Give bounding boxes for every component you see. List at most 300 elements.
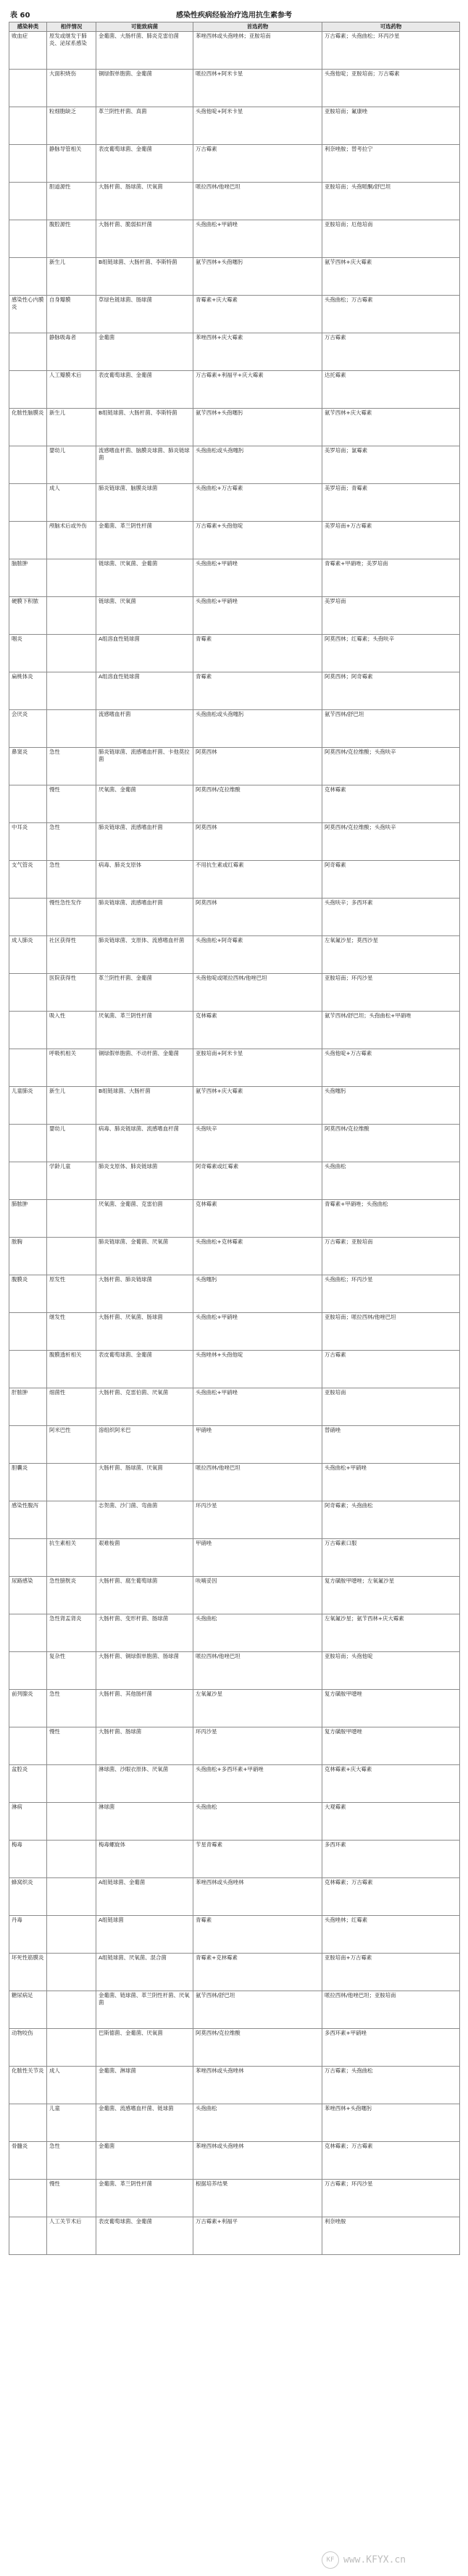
pathogen-cell: 巴斯德菌、金葡菌、厌氧菌 [96, 2028, 193, 2066]
infection-cell: 肺脓肿 [9, 1199, 47, 1237]
table-row [9, 295, 460, 333]
condition-cell: 吸入性 [47, 1011, 96, 1049]
pathogen-cell: 革兰阴性杆菌、真菌 [96, 107, 193, 144]
pathogen-cell: 表皮葡萄球菌、金葡菌 [96, 2217, 193, 2254]
first-choice-cell: 头孢曲松+甲硝唑 [193, 559, 322, 596]
alternative-cell: 克林霉素+庆大霉素 [322, 1764, 460, 1802]
alternative-cell: 万古霉素；环丙沙星 [322, 2179, 460, 2217]
alternative-cell: 万古霉素口服 [322, 1538, 460, 1576]
table-row [9, 2141, 460, 2179]
table-row [9, 1877, 460, 1915]
alternative-cell: 万古霉素 [322, 333, 460, 370]
pathogen-cell: 肺炎支原体、肺炎链球菌 [96, 1162, 193, 1199]
antibiotic-table [9, 22, 460, 2255]
alternative-cell: 头孢曲松 [322, 1162, 460, 1199]
pathogen-cell: 金葡菌、淋球菌 [96, 2066, 193, 2104]
site-url: www.KFYX.cn [343, 2554, 406, 2566]
first-choice-cell: 万古霉素+头孢他啶 [193, 521, 322, 559]
table-row [9, 1237, 460, 1275]
pathogen-cell: A组溶血性链球菌 [96, 634, 193, 672]
infection-cell [9, 1538, 47, 1576]
table-row [9, 1086, 460, 1124]
infection-cell: 支气管炎 [9, 860, 47, 898]
condition-cell [47, 2028, 96, 2066]
table-row [9, 2028, 460, 2066]
infection-cell: 鼻窦炎 [9, 747, 47, 785]
infection-cell [9, 1651, 47, 1689]
pathogen-cell: 艰难梭菌 [96, 1538, 193, 1576]
infection-cell: 蜂窝织炎 [9, 1877, 47, 1915]
table-header-row [9, 22, 460, 32]
pathogen-cell: 大肠杆菌、其他肠杆菌 [96, 1689, 193, 1727]
first-choice-cell: 青霉素 [193, 1915, 322, 1953]
pathogen-cell: 大肠杆菌、铜绿假单胞菌、肠球菌 [96, 1651, 193, 1689]
table-row [9, 1388, 460, 1425]
alternative-cell: 氨苄西林+庆大霉素 [322, 257, 460, 295]
pathogen-cell: 肺炎链球菌、支原体、流感嗜血杆菌 [96, 935, 193, 973]
pathogen-cell: A组链球菌 [96, 1915, 193, 1953]
table-row [9, 257, 460, 295]
first-choice-cell: 克林霉素 [193, 1199, 322, 1237]
alternative-cell: 阿莫西林/克拉维酸 [322, 1124, 460, 1162]
condition-cell: 自身瓣膜 [47, 295, 96, 333]
infection-cell [9, 973, 47, 1011]
first-choice-cell: 青霉素 [193, 634, 322, 672]
table-body [9, 31, 460, 2254]
alternative-cell: 万古霉素 [322, 1350, 460, 1388]
first-choice-cell: 甲硝唑 [193, 1425, 322, 1463]
pathogen-cell: 大肠杆菌、肠球菌、厌氧菌 [96, 1463, 193, 1501]
first-choice-cell: 甲硝唑 [193, 1538, 322, 1576]
alternative-cell: 万古霉素；头孢曲松 [322, 2066, 460, 2104]
table-row [9, 1199, 460, 1237]
first-choice-cell: 苄星青霉素 [193, 1840, 322, 1877]
pathogen-cell: A组溶血性链球菌 [96, 672, 193, 709]
first-choice-cell: 不用抗生素或红霉素 [193, 860, 322, 898]
infection-cell: 扁桃体炎 [9, 672, 47, 709]
infection-cell: 尿路感染 [9, 1576, 47, 1614]
pathogen-cell: 金葡菌、革兰阴性杆菌 [96, 2179, 193, 2217]
condition-cell: 急性 [47, 1689, 96, 1727]
infection-cell [9, 1727, 47, 1764]
table-row [9, 69, 460, 107]
table-row [9, 446, 460, 483]
table-row [9, 182, 460, 220]
table-heading [9, 6, 459, 22]
pathogen-cell: 病毒、肺炎链球菌、流感嗜血杆菌 [96, 1124, 193, 1162]
table-row [9, 2104, 460, 2141]
pathogen-cell: 金葡菌、大肠杆菌、肺炎克雷伯菌 [96, 31, 193, 69]
alternative-cell: 亚胺培南；头孢他啶 [322, 1651, 460, 1689]
alternative-cell: 复方磺胺甲噁唑 [322, 1689, 460, 1727]
infection-cell: 肝脓肿 [9, 1388, 47, 1425]
column-header: 可能致病菌 [96, 22, 193, 32]
first-choice-cell: 头孢曲松+甲硝唑 [193, 596, 322, 634]
first-choice-cell: 头孢曲松+万古霉素 [193, 483, 322, 521]
condition-cell: 原发性 [47, 1275, 96, 1312]
condition-cell: 新生儿 [47, 408, 96, 446]
table-row [9, 1011, 460, 1049]
table-row [9, 973, 460, 1011]
condition-cell [47, 1877, 96, 1915]
first-choice-cell: 青霉素+庆大霉素 [193, 295, 322, 333]
infection-cell: 丹毒 [9, 1915, 47, 1953]
condition-cell [47, 1501, 96, 1538]
table-row [9, 1840, 460, 1877]
table-row [9, 672, 460, 709]
alternative-cell: 亚胺培南；哌拉西林/他唑巴坦 [322, 1312, 460, 1350]
alternative-cell: 头孢曲松；环丙沙星 [322, 1275, 460, 1312]
infection-cell: 动物咬伤 [9, 2028, 47, 2066]
condition-cell: 成人 [47, 2066, 96, 2104]
alternative-cell: 克林霉素；万古霉素 [322, 1877, 460, 1915]
pathogen-cell: 金葡菌、革兰阴性杆菌 [96, 521, 193, 559]
table-row [9, 483, 460, 521]
pathogen-cell: 肺炎链球菌、流感嗜血杆菌、卡他莫拉菌 [96, 747, 193, 785]
table-row [9, 1463, 460, 1501]
first-choice-cell: 亚胺培南+阿米卡星 [193, 1049, 322, 1086]
infection-cell: 坏死性筋膜炎 [9, 1953, 47, 1991]
pathogen-cell: 大肠杆菌、厌氧菌、肠球菌 [96, 1312, 193, 1350]
alternative-cell: 多西环素+甲硝唑 [322, 2028, 460, 2066]
alternative-cell: 多西环素 [322, 1840, 460, 1877]
pathogen-cell: 链球菌、厌氧菌、金葡菌 [96, 559, 193, 596]
table-row [9, 1727, 460, 1764]
condition-cell: 呼吸机相关 [47, 1049, 96, 1086]
alternative-cell: 克林霉素 [322, 785, 460, 822]
table-row [9, 220, 460, 257]
condition-cell: 颅脑术后或外伤 [47, 521, 96, 559]
infection-cell: 糖尿病足 [9, 1991, 47, 2028]
alternative-cell: 亚胺培南；厄他培南 [322, 220, 460, 257]
infection-cell [9, 1350, 47, 1388]
pathogen-cell: 金葡菌、流感嗜血杆菌、链球菌 [96, 2104, 193, 2141]
condition-cell [47, 709, 96, 747]
condition-cell [47, 1840, 96, 1877]
first-choice-cell: 头孢他啶或哌拉西林/他唑巴坦 [193, 973, 322, 1011]
pathogen-cell: 溶组织阿米巴 [96, 1425, 193, 1463]
table-row [9, 709, 460, 747]
condition-cell: 粒细胞缺乏 [47, 107, 96, 144]
condition-cell: 急性肾盂肾炎 [47, 1614, 96, 1651]
alternative-cell: 左氧氟沙星；氨苄西林+庆大霉素 [322, 1614, 460, 1651]
infection-cell: 胆囊炎 [9, 1463, 47, 1501]
column-header: 感染种类 [9, 22, 47, 32]
infection-cell: 腹膜炎 [9, 1275, 47, 1312]
first-choice-cell: 氨苄西林+庆大霉素 [193, 1086, 322, 1124]
infection-cell: 儿童肺炎 [9, 1086, 47, 1124]
infection-cell: 化脓性关节炎 [9, 2066, 47, 2104]
first-choice-cell: 阿莫西林/克拉维酸 [193, 785, 322, 822]
first-choice-cell: 左氧氟沙星 [193, 1689, 322, 1727]
site-watermark [322, 2551, 459, 2569]
pathogen-cell: A组链球菌、金葡菌 [96, 1877, 193, 1915]
condition-cell: 阿米巴性 [47, 1425, 96, 1463]
alternative-cell: 美罗培南；氯霉素 [322, 446, 460, 483]
first-choice-cell: 阿莫西林 [193, 822, 322, 860]
pathogen-cell: 厌氧菌、金葡菌、克雷伯菌 [96, 1199, 193, 1237]
alternative-cell: 美罗培南+万古霉素 [322, 521, 460, 559]
first-choice-cell: 头孢曲松或头孢噻肟 [193, 709, 322, 747]
first-choice-cell: 阿莫西林/克拉维酸 [193, 2028, 322, 2066]
condition-cell [47, 1463, 96, 1501]
table-row [9, 1651, 460, 1689]
column-header: 可选药物 [322, 22, 460, 32]
condition-cell: 细菌性 [47, 1388, 96, 1425]
first-choice-cell: 苯唑西林或头孢唑林 [193, 2066, 322, 2104]
alternative-cell: 氨苄西林/舒巴坦 [322, 709, 460, 747]
condition-cell: 慢性 [47, 2179, 96, 2217]
table-number: 表 60 [10, 12, 30, 20]
alternative-cell: 达托霉素 [322, 370, 460, 408]
condition-cell: 成人 [47, 483, 96, 521]
condition-cell: 社区获得性 [47, 935, 96, 973]
condition-cell: 急性膀胱炎 [47, 1576, 96, 1614]
infection-cell [9, 785, 47, 822]
table-title: 感染性疾病经验治疗选用抗生素参考 [176, 12, 292, 20]
pathogen-cell: 大肠杆菌、肺炎链球菌 [96, 1275, 193, 1312]
pathogen-cell: 铜绿假单胞菌、不动杆菌、金葡菌 [96, 1049, 193, 1086]
first-choice-cell: 阿莫西林 [193, 747, 322, 785]
infection-cell: 脓胸 [9, 1237, 47, 1275]
pathogen-cell: 病毒、肺炎支原体 [96, 860, 193, 898]
table-row [9, 1991, 460, 2028]
table-row [9, 107, 460, 144]
first-choice-cell: 哌拉西林/他唑巴坦 [193, 182, 322, 220]
pathogen-cell: 金葡菌 [96, 2141, 193, 2179]
infection-cell [9, 1425, 47, 1463]
alternative-cell: 青霉素+甲硝唑；头孢曲松 [322, 1199, 460, 1237]
alternative-cell: 阿奇霉素；头孢曲松 [322, 1501, 460, 1538]
pathogen-cell: 大肠杆菌、克雷伯菌、厌氧菌 [96, 1388, 193, 1425]
pathogen-cell: 大肠杆菌、变形杆菌、肠球菌 [96, 1614, 193, 1651]
first-choice-cell: 头孢呋辛 [193, 1124, 322, 1162]
pathogen-cell: 大肠杆菌、腐生葡萄球菌 [96, 1576, 193, 1614]
infection-cell [9, 483, 47, 521]
infection-cell: 脑脓肿 [9, 559, 47, 596]
infection-cell [9, 257, 47, 295]
first-choice-cell: 阿奇霉素或红霉素 [193, 1162, 322, 1199]
pathogen-cell: 表皮葡萄球菌、金葡菌 [96, 144, 193, 182]
pathogen-cell: 肺炎链球菌、金葡菌、厌氧菌 [96, 1237, 193, 1275]
condition-cell: 婴幼儿 [47, 446, 96, 483]
first-choice-cell: 苯唑西林或头孢唑林 [193, 1877, 322, 1915]
pathogen-cell: 链球菌、厌氧菌 [96, 596, 193, 634]
first-choice-cell: 哌拉西林/他唑巴坦 [193, 1463, 322, 1501]
condition-cell [47, 1953, 96, 1991]
pathogen-cell: B组链球菌、大肠杆菌、李斯特菌 [96, 257, 193, 295]
infection-cell: 中耳炎 [9, 822, 47, 860]
first-choice-cell: 氨苄西林+头孢噻肟 [193, 257, 322, 295]
table-row [9, 2179, 460, 2217]
infection-cell: 梅毒 [9, 1840, 47, 1877]
alternative-cell: 利奈唑胺 [322, 2217, 460, 2254]
table-row [9, 1953, 460, 1991]
first-choice-cell: 环丙沙星 [193, 1727, 322, 1764]
first-choice-cell: 万古霉素+利福平 [193, 2217, 322, 2254]
first-choice-cell: 苯唑西林+庆大霉素 [193, 333, 322, 370]
infection-cell [9, 107, 47, 144]
first-choice-cell: 氨苄西林+头孢噻肟 [193, 408, 322, 446]
alternative-cell: 万古霉素；头孢曲松；环丙沙星 [322, 31, 460, 69]
condition-cell: 大面积烧伤 [47, 69, 96, 107]
pathogen-cell: 梅毒螺旋体 [96, 1840, 193, 1877]
pathogen-cell: A组链球菌、厌氧菌、混合菌 [96, 1953, 193, 1991]
pathogen-cell: 肺炎链球菌、流感嗜血杆菌 [96, 822, 193, 860]
condition-cell: 慢性急性发作 [47, 898, 96, 935]
alternative-cell: 亚胺培南；氟康唑 [322, 107, 460, 144]
table-row [9, 408, 460, 446]
infection-cell [9, 1049, 47, 1086]
table-row [9, 1802, 460, 1840]
infection-cell: 硬膜下积脓 [9, 596, 47, 634]
pathogen-cell: B组链球菌、大肠杆菌 [96, 1086, 193, 1124]
first-choice-cell: 氨苄西林/舒巴坦 [193, 1991, 322, 2028]
condition-cell [47, 559, 96, 596]
alternative-cell: 美罗培南；青霉素 [322, 483, 460, 521]
table-row [9, 822, 460, 860]
pathogen-cell: 流感嗜血杆菌、脑膜炎球菌、肺炎链球菌 [96, 446, 193, 483]
condition-cell: 复杂性 [47, 1651, 96, 1689]
alternative-cell: 万古霉素；亚胺培南 [322, 1237, 460, 1275]
pathogen-cell: 草绿色链球菌、肠球菌 [96, 295, 193, 333]
first-choice-cell: 头孢他啶+阿米卡星 [193, 107, 322, 144]
first-choice-cell: 万古霉素+利福平+庆大霉素 [193, 370, 322, 408]
table-row [9, 596, 460, 634]
pathogen-cell: B组链球菌、大肠杆菌、李斯特菌 [96, 408, 193, 446]
alternative-cell: 头孢他啶+万古霉素 [322, 1049, 460, 1086]
alternative-cell: 头孢曲松；万古霉素 [322, 295, 460, 333]
table-row [9, 935, 460, 973]
site-logo: KF [322, 2551, 339, 2569]
first-choice-cell: 头孢曲松+克林霉素 [193, 1237, 322, 1275]
table-row [9, 1538, 460, 1576]
condition-cell: 原发或继发于肺炎、泌尿系感染 [47, 31, 96, 69]
table-row [9, 1915, 460, 1953]
table-row [9, 1501, 460, 1538]
condition-cell [47, 1915, 96, 1953]
infection-cell [9, 370, 47, 408]
first-choice-cell: 克林霉素 [193, 1011, 322, 1049]
infection-cell: 化脓性脑膜炎 [9, 408, 47, 446]
condition-cell: 静脉吸毒者 [47, 333, 96, 370]
table-row [9, 634, 460, 672]
condition-cell: 抗生素相关 [47, 1538, 96, 1576]
column-header: 首选药物 [193, 22, 322, 32]
pathogen-cell: 厌氧菌、金葡菌 [96, 785, 193, 822]
table-row [9, 1614, 460, 1651]
first-choice-cell: 根据培养结果 [193, 2179, 322, 2217]
condition-cell: 慢性 [47, 1727, 96, 1764]
condition-cell: 慢性 [47, 785, 96, 822]
alternative-cell: 阿莫西林/克拉维酸；头孢呋辛 [322, 822, 460, 860]
condition-cell [47, 634, 96, 672]
condition-cell [47, 1237, 96, 1275]
table-row [9, 31, 460, 69]
condition-cell: 新生儿 [47, 257, 96, 295]
infection-cell: 盆腔炎 [9, 1764, 47, 1802]
infection-cell: 骨髓炎 [9, 2141, 47, 2179]
infection-cell [9, 1614, 47, 1651]
pathogen-cell: 淋球菌 [96, 1802, 193, 1840]
infection-cell: 淋病 [9, 1802, 47, 1840]
table-row [9, 333, 460, 370]
first-choice-cell: 苯唑西林或头孢唑林 [193, 2141, 322, 2179]
pathogen-cell: 淋球菌、沙眼衣原体、厌氧菌 [96, 1764, 193, 1802]
condition-cell: 静脉导管相关 [47, 144, 96, 182]
condition-cell: 学龄儿童 [47, 1162, 96, 1199]
infection-cell [9, 446, 47, 483]
infection-cell [9, 69, 47, 107]
condition-cell: 医院获得性 [47, 973, 96, 1011]
table-row [9, 370, 460, 408]
condition-cell: 急性 [47, 860, 96, 898]
first-choice-cell: 头孢曲松+甲硝唑 [193, 1312, 322, 1350]
table-row [9, 1425, 460, 1463]
pathogen-cell: 厌氧菌、革兰阴性杆菌 [96, 1011, 193, 1049]
first-choice-cell: 头孢曲松+甲硝唑 [193, 220, 322, 257]
infection-cell [9, 220, 47, 257]
alternative-cell: 亚胺培南；环丙沙星 [322, 973, 460, 1011]
condition-cell: 继发性 [47, 1312, 96, 1350]
condition-cell: 人工瓣膜术后 [47, 370, 96, 408]
first-choice-cell: 头孢曲松 [193, 2104, 322, 2141]
first-choice-cell: 万古霉素 [193, 144, 322, 182]
condition-cell [47, 596, 96, 634]
table-row [9, 559, 460, 596]
first-choice-cell: 青霉素+克林霉素 [193, 1953, 322, 1991]
infection-cell: 败血症 [9, 31, 47, 69]
first-choice-cell: 环丙沙星 [193, 1501, 322, 1538]
first-choice-cell: 哌拉西林+阿米卡星 [193, 69, 322, 107]
infection-cell: 咽炎 [9, 634, 47, 672]
alternative-cell: 头孢他啶；亚胺培南；万古霉素 [322, 69, 460, 107]
alternative-cell: 氨苄西林/舒巴坦；头孢曲松+甲硝唑 [322, 1011, 460, 1049]
infection-cell [9, 144, 47, 182]
alternative-cell: 替硝唑 [322, 1425, 460, 1463]
condition-cell [47, 672, 96, 709]
first-choice-cell: 头孢曲松+阿奇霉素 [193, 935, 322, 973]
infection-cell [9, 333, 47, 370]
infection-cell [9, 2179, 47, 2217]
alternative-cell: 亚胺培南+万古霉素 [322, 1953, 460, 1991]
alternative-cell: 阿莫西林；阿奇霉素 [322, 672, 460, 709]
first-choice-cell: 头孢曲松 [193, 1614, 322, 1651]
condition-cell: 急性 [47, 747, 96, 785]
alternative-cell: 苯唑西林+头孢噻肟 [322, 2104, 460, 2141]
condition-cell: 胆道源性 [47, 182, 96, 220]
alternative-cell: 头孢唑林；红霉素 [322, 1915, 460, 1953]
infection-cell [9, 898, 47, 935]
condition-cell: 腹腔源性 [47, 220, 96, 257]
condition-cell [47, 1802, 96, 1840]
table-row [9, 747, 460, 785]
table-row [9, 144, 460, 182]
pathogen-cell: 革兰阴性杆菌、金葡菌 [96, 973, 193, 1011]
table-row [9, 1162, 460, 1199]
pathogen-cell: 大肠杆菌、肠球菌 [96, 1727, 193, 1764]
table-row [9, 1576, 460, 1614]
infection-cell: 感染性腹泻 [9, 1501, 47, 1538]
table-row [9, 2217, 460, 2254]
pathogen-cell: 表皮葡萄球菌、金葡菌 [96, 370, 193, 408]
pathogen-cell: 大肠杆菌、肠球菌、厌氧菌 [96, 182, 193, 220]
condition-cell: 婴幼儿 [47, 1124, 96, 1162]
first-choice-cell: 头孢曲松+多西环素+甲硝唑 [193, 1764, 322, 1802]
alternative-cell: 头孢曲松+甲硝唑 [322, 1463, 460, 1501]
pathogen-cell: 肺炎链球菌、脑膜炎球菌 [96, 483, 193, 521]
pathogen-cell: 铜绿假单胞菌、金葡菌 [96, 69, 193, 107]
